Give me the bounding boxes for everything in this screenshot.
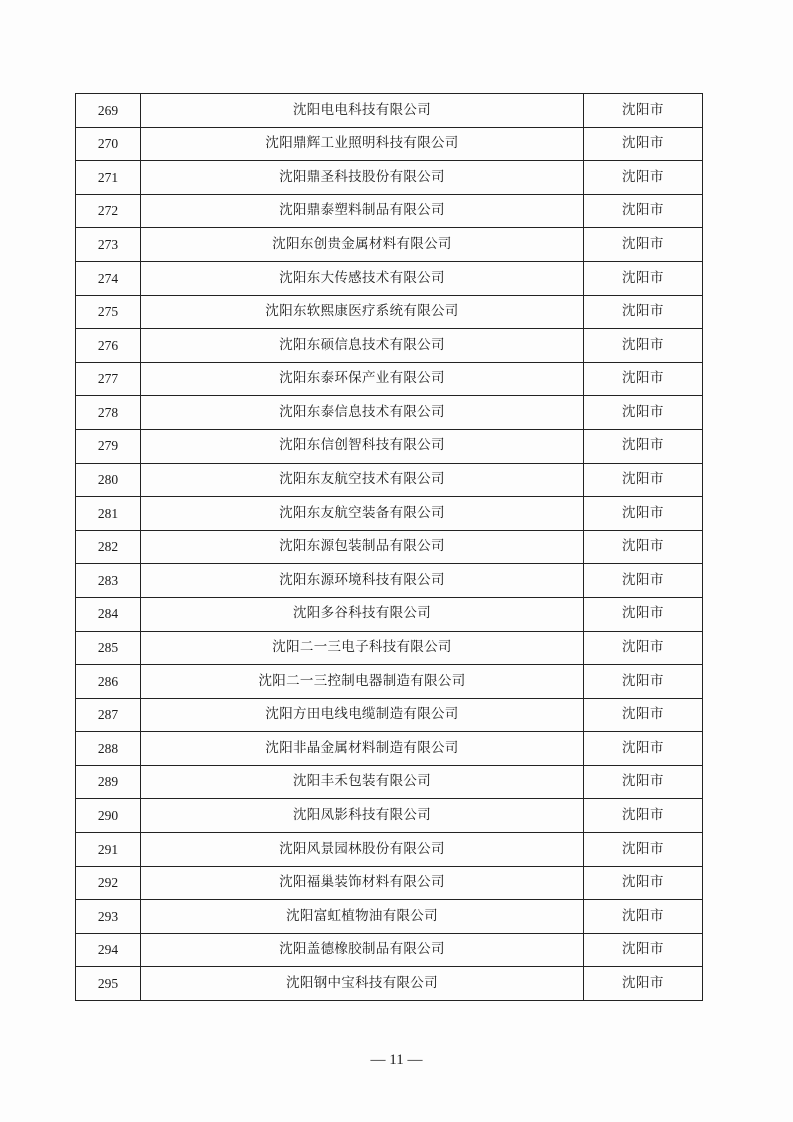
company-name-cell: 沈阳东大传感技术有限公司 xyxy=(141,261,584,295)
table-row xyxy=(76,329,703,363)
row-number-cell: 279 xyxy=(76,429,141,463)
city-cell: 沈阳市 xyxy=(584,866,703,900)
company-name-cell: 沈阳二一三电子科技有限公司 xyxy=(141,631,584,665)
company-name-cell: 沈阳富虹植物油有限公司 xyxy=(141,900,584,934)
company-name-cell: 沈阳钢中宝科技有限公司 xyxy=(141,967,584,1001)
row-number-cell: 288 xyxy=(76,732,141,766)
company-name-cell: 沈阳东泰信息技术有限公司 xyxy=(141,396,584,430)
company-name-cell: 沈阳鼎圣科技股份有限公司 xyxy=(141,161,584,195)
company-name-cell: 沈阳东信创智科技有限公司 xyxy=(141,429,584,463)
city-cell: 沈阳市 xyxy=(584,765,703,799)
city-cell: 沈阳市 xyxy=(584,564,703,598)
table-row xyxy=(76,396,703,430)
company-name-cell: 沈阳风景园林股份有限公司 xyxy=(141,833,584,867)
row-number-cell: 289 xyxy=(76,765,141,799)
table-row xyxy=(76,833,703,867)
row-number-cell: 286 xyxy=(76,665,141,699)
company-name-cell: 沈阳二一三控制电器制造有限公司 xyxy=(141,665,584,699)
company-name-cell: 沈阳非晶金属材料制造有限公司 xyxy=(141,732,584,766)
city-cell: 沈阳市 xyxy=(584,833,703,867)
city-cell: 沈阳市 xyxy=(584,900,703,934)
company-name-cell: 沈阳多谷科技有限公司 xyxy=(141,597,584,631)
company-name-cell: 沈阳福巢装饰材料有限公司 xyxy=(141,866,584,900)
table-row xyxy=(76,261,703,295)
table-row xyxy=(76,295,703,329)
table-row xyxy=(76,463,703,497)
company-name-cell: 沈阳东创贵金属材料有限公司 xyxy=(141,228,584,262)
city-cell: 沈阳市 xyxy=(584,732,703,766)
row-number-cell: 291 xyxy=(76,833,141,867)
company-name-cell: 沈阳东源环境科技有限公司 xyxy=(141,564,584,598)
row-number-cell: 272 xyxy=(76,194,141,228)
table-row xyxy=(76,933,703,967)
table-row xyxy=(76,900,703,934)
row-number-cell: 290 xyxy=(76,799,141,833)
row-number-cell: 278 xyxy=(76,396,141,430)
table-row xyxy=(76,530,703,564)
table-row xyxy=(76,194,703,228)
row-number-cell: 282 xyxy=(76,530,141,564)
company-name-cell: 沈阳东源包装制品有限公司 xyxy=(141,530,584,564)
company-name-cell: 沈阳东软熙康医疗系统有限公司 xyxy=(141,295,584,329)
row-number-cell: 293 xyxy=(76,900,141,934)
row-number-cell: 269 xyxy=(76,94,141,128)
city-cell: 沈阳市 xyxy=(584,799,703,833)
city-cell: 沈阳市 xyxy=(584,967,703,1001)
city-cell: 沈阳市 xyxy=(584,161,703,195)
city-cell: 沈阳市 xyxy=(584,429,703,463)
company-name-cell: 沈阳鼎泰塑料制品有限公司 xyxy=(141,194,584,228)
city-cell: 沈阳市 xyxy=(584,261,703,295)
city-cell: 沈阳市 xyxy=(584,631,703,665)
city-cell: 沈阳市 xyxy=(584,362,703,396)
row-number-cell: 281 xyxy=(76,497,141,531)
company-name-cell: 沈阳电电科技有限公司 xyxy=(141,94,584,128)
company-table-container xyxy=(75,93,702,1001)
row-number-cell: 283 xyxy=(76,564,141,598)
city-cell: 沈阳市 xyxy=(584,933,703,967)
city-cell: 沈阳市 xyxy=(584,597,703,631)
table-row xyxy=(76,228,703,262)
table-row xyxy=(76,564,703,598)
company-name-cell: 沈阳盖德橡胶制品有限公司 xyxy=(141,933,584,967)
company-name-cell: 沈阳方田电线电缆制造有限公司 xyxy=(141,698,584,732)
company-name-cell: 沈阳东友航空技术有限公司 xyxy=(141,463,584,497)
row-number-cell: 276 xyxy=(76,329,141,363)
table-row xyxy=(76,127,703,161)
city-cell: 沈阳市 xyxy=(584,127,703,161)
company-table xyxy=(75,93,703,1001)
row-number-cell: 274 xyxy=(76,261,141,295)
row-number-cell: 292 xyxy=(76,866,141,900)
company-name-cell: 沈阳鼎辉工业照明科技有限公司 xyxy=(141,127,584,161)
row-number-cell: 287 xyxy=(76,698,141,732)
city-cell: 沈阳市 xyxy=(584,228,703,262)
row-number-cell: 285 xyxy=(76,631,141,665)
table-row xyxy=(76,765,703,799)
company-name-cell: 沈阳丰禾包装有限公司 xyxy=(141,765,584,799)
table-row xyxy=(76,665,703,699)
row-number-cell: 270 xyxy=(76,127,141,161)
company-name-cell: 沈阳东硕信息技术有限公司 xyxy=(141,329,584,363)
table-row xyxy=(76,698,703,732)
table-row xyxy=(76,94,703,128)
table-row xyxy=(76,866,703,900)
city-cell: 沈阳市 xyxy=(584,463,703,497)
city-cell: 沈阳市 xyxy=(584,295,703,329)
company-name-cell: 沈阳凤影科技有限公司 xyxy=(141,799,584,833)
row-number-cell: 271 xyxy=(76,161,141,195)
table-row xyxy=(76,799,703,833)
city-cell: 沈阳市 xyxy=(584,530,703,564)
table-row xyxy=(76,497,703,531)
row-number-cell: 295 xyxy=(76,967,141,1001)
city-cell: 沈阳市 xyxy=(584,194,703,228)
table-row xyxy=(76,161,703,195)
row-number-cell: 277 xyxy=(76,362,141,396)
row-number-cell: 275 xyxy=(76,295,141,329)
table-row xyxy=(76,732,703,766)
company-name-cell: 沈阳东泰环保产业有限公司 xyxy=(141,362,584,396)
company-table-body xyxy=(76,94,703,1001)
city-cell: 沈阳市 xyxy=(584,698,703,732)
city-cell: 沈阳市 xyxy=(584,94,703,128)
company-name-cell: 沈阳东友航空装备有限公司 xyxy=(141,497,584,531)
row-number-cell: 280 xyxy=(76,463,141,497)
city-cell: 沈阳市 xyxy=(584,329,703,363)
table-row xyxy=(76,631,703,665)
city-cell: 沈阳市 xyxy=(584,497,703,531)
row-number-cell: 294 xyxy=(76,933,141,967)
table-row xyxy=(76,362,703,396)
table-row xyxy=(76,967,703,1001)
city-cell: 沈阳市 xyxy=(584,396,703,430)
row-number-cell: 273 xyxy=(76,228,141,262)
table-row xyxy=(76,597,703,631)
row-number-cell: 284 xyxy=(76,597,141,631)
city-cell: 沈阳市 xyxy=(584,665,703,699)
table-row xyxy=(76,429,703,463)
page-number: — 11 — xyxy=(370,1052,423,1068)
